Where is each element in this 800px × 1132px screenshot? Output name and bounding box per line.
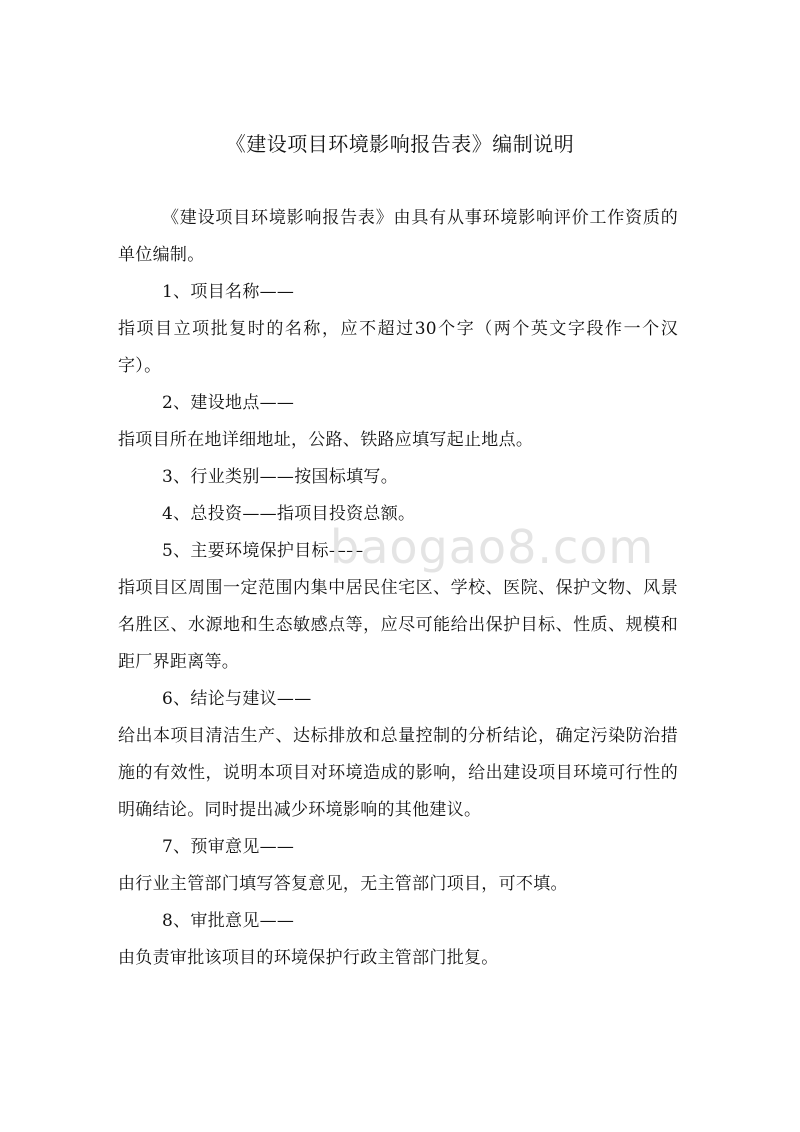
- item-text-1: 指项目立项批复时的名称，应不超过30个字（两个英文字段作一个汉字）。: [118, 319, 678, 376]
- item-heading-6: 6、结论与建议——: [162, 689, 312, 709]
- item-heading-4: 4、总投资——指项目投资总额。: [162, 504, 416, 524]
- item-heading-8: 8、审批意见——: [162, 911, 295, 931]
- item-heading-5: 5、主要环境保护目标——: [162, 541, 364, 561]
- item-heading-2: 2、建设地点——: [162, 393, 295, 413]
- document-body: [118, 200, 678, 977]
- document-title: 《建设项目环境影响报告表》编制说明: [225, 132, 575, 156]
- watermark-text: baogao8.com: [330, 520, 655, 574]
- item-text-7: 由行业主管部门填写答复意见，无主管部门项目，可不填。: [118, 874, 568, 894]
- intro-paragraph: 《建设项目环境影响报告表》由具有从事环境影响评价工作资质的单位编制。: [118, 208, 678, 265]
- item-text-2: 指项目所在地详细地址，公路、铁路应填写起止地点。: [118, 430, 534, 450]
- item-text-8: 由负责审批该项目的环境保护行政主管部门批复。: [118, 948, 499, 968]
- item-heading-3: 3、行业类别——按国标填写。: [162, 467, 399, 487]
- item-heading-1: 1、项目名称——: [162, 282, 295, 302]
- item-text-5: 指项目区周围一定范围内集中居民住宅区、学校、医院、保护文物、风景名胜区、水源地和生态敏感点等，应尽可能给出保护目标、性质、规模和距厂界距离等。: [118, 578, 678, 672]
- item-heading-7: 7、预审意见——: [162, 837, 295, 857]
- item-text-6: 给出本项目清洁生产、达标排放和总量控制的分析结论，确定污染防治措施的有效性，说明本项目对环境造成的影响，给出建设项目环境可行性的明确结论。同时提出减少环境影响的其他建议。: [118, 726, 678, 820]
